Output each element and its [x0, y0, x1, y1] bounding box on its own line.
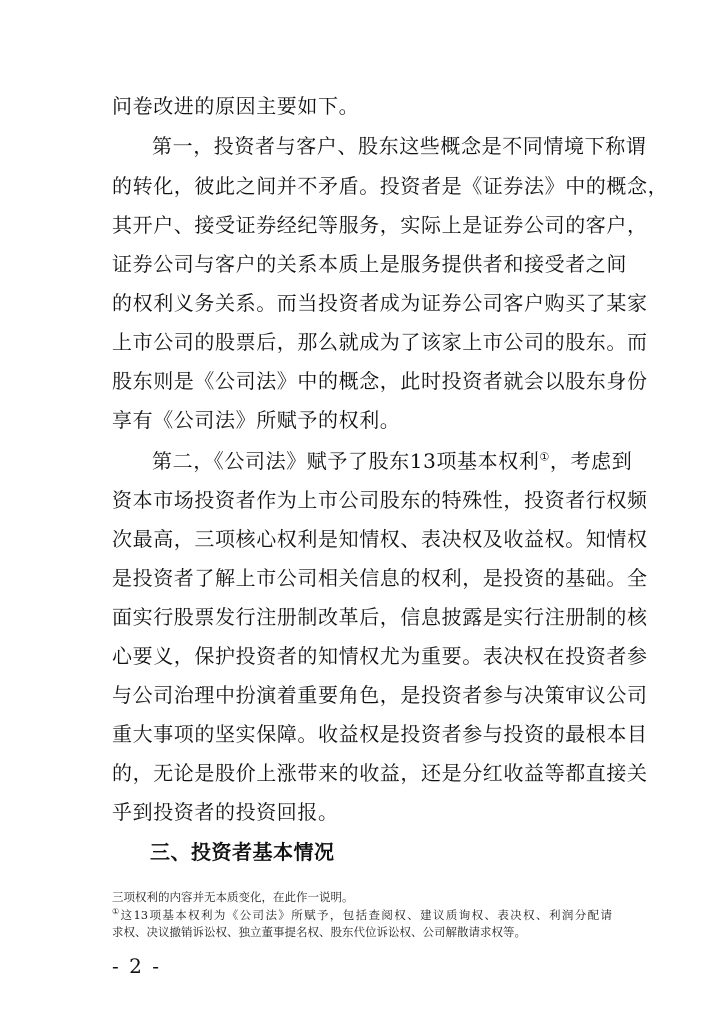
paragraph-line: 第一，投资者与客户、股东这些概念是不同情境下称谓 [152, 134, 647, 158]
paragraph-line: 享有《公司法》所赋予的权利。 [112, 408, 401, 432]
paragraph-line: 证券公司与客户的关系本质上是服务提供者和接受者之间 [112, 252, 627, 276]
paragraph-text: 第二，《公司法》赋予了股东13项基本权利 [152, 449, 540, 473]
footnote-text: 这13项基本权利为《公司法》所赋予，包括查阅权、建议质询权、表决权、利润分配请 [120, 908, 612, 922]
paragraph-line: 是投资者了解上市公司相关信息的权利，是投资的基础。全 [112, 566, 648, 590]
paragraph-text: ，考虑到 [549, 449, 633, 473]
paragraph-line: 重大事项的坚实保障。收益权是投资者参与投资的最根本目 [112, 722, 648, 746]
paragraph-continuation: 问卷改进的原因主要如下。 [112, 94, 360, 118]
paragraph-line: 资本市场投资者作为上市公司股东的特殊性，投资者行权频 [112, 488, 648, 512]
paragraph-line: 乎到投资者的投资回报。 [112, 800, 339, 824]
footnote-1-line: 求权、决议撤销诉讼权、独立董事提名权、股东代位诉讼权、公司解散请求权等。 [112, 925, 526, 939]
footnote-continuation: 三项权利的内容并无本质变化，在此作一说明。 [112, 890, 354, 904]
footnote-1-line [112, 907, 612, 923]
section-heading: 三、投资者基本情况 [150, 840, 335, 864]
paragraph-line: 的权利义务关系。而当投资者成为证券公司客户购买了某家 [112, 291, 648, 315]
paragraph-line: 心要义，保护投资者的知情权尤为重要。表决权在投资者参 [112, 644, 648, 668]
paragraph-line: 其开户、接受证券经纪等服务，实际上是证券公司的客户， [112, 213, 648, 237]
paragraph-line: 的，无论是股价上涨带来的收益，还是分红收益等都直接关 [112, 761, 648, 785]
footnote-reference[interactable]: ① [539, 450, 550, 464]
paragraph-line: 与公司治理中扮演着重要角色，是投资者参与决策审议公司 [112, 683, 648, 707]
paragraph-line: 股东则是《公司法》中的概念，此时投资者就会以股东身份 [112, 369, 648, 393]
paragraph-line: 次最高，三项核心权利是知情权、表决权及收益权。知情权 [112, 527, 648, 551]
page-number: - 2 - [112, 954, 161, 978]
footnote-marker: ① [112, 907, 121, 917]
paragraph-line: 面实行股票发行注册制改革后，信息披露是实行注册制的核 [112, 605, 648, 629]
paragraph-line: 上市公司的股票后，那么就成为了该家上市公司的股东。而 [112, 330, 648, 354]
paragraph-line: 的转化，彼此之间并不矛盾。投资者是《证券法》中的概念， [112, 174, 669, 198]
paragraph-line-with-footnote-ref [152, 449, 633, 473]
